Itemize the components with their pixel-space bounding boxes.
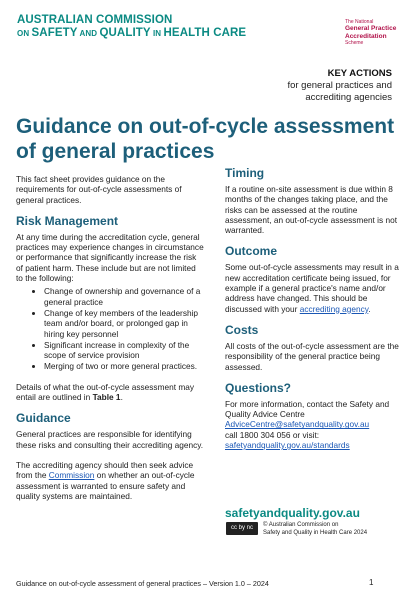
risk-management-text: At any time during the accreditation cycle, general practices may experience changes in circumstance or performance that significantly increase the risk of patient harm. These include but are not limited to the following: bbox=[16, 231, 204, 284]
footer-text: Guidance on out-of-cycle assessment of general practices – Version 1.0 – 2024 bbox=[16, 579, 269, 588]
right-column bbox=[225, 166, 400, 450]
email-link[interactable]: AdviceCentre@safetyandquality.gov.au bbox=[225, 419, 370, 430]
copyright-notice: © Australian Commission on Safety and Quality in Health Care 2024 bbox=[263, 522, 368, 536]
questions-heading: Questions? bbox=[225, 380, 292, 395]
page-number: 1 bbox=[369, 578, 374, 587]
guidance-heading: Guidance bbox=[16, 411, 71, 426]
left-column bbox=[16, 174, 204, 501]
commission-logo bbox=[17, 14, 246, 40]
logo-line1: AUSTRALIAN COMMISSION bbox=[17, 14, 173, 26]
logo-line2: ON SAFETY AND QUALITY IN HEALTH CARE bbox=[17, 27, 247, 39]
timing-text: If a routine on-site assessment is due within 8 months of the changes taking place, and the risks can be assessed at the routine assessment, an out-of-cycle assessment is not warranted. bbox=[225, 184, 398, 236]
key-actions-subtitle-1: for general practices and bbox=[287, 80, 392, 91]
standards-link[interactable]: safetyandquality.gov.au/standards bbox=[225, 440, 350, 451]
page-title: Guidance on out-of-cycle assessment of general practices bbox=[16, 115, 395, 163]
intro-text: This fact sheet provides guidance on the requirements for out-of-cycle assessments of general practices. bbox=[16, 174, 182, 205]
outcome-heading: Outcome bbox=[225, 244, 278, 259]
details-text: Details of what the out-of-cycle assessment may entail are outlined in Table 1. bbox=[16, 381, 194, 403]
list-item: • Change of ownership and governance of a general practice bbox=[44, 286, 204, 307]
outcome-text: Some out-of-cycle assessments may result in a new accreditation certificate being issued, for example if a general practice's name and/or address have changed. This should be discussed with your accrediting agency. bbox=[225, 262, 399, 314]
creative-commons-icon: cc by nc bbox=[226, 522, 258, 535]
gp-accreditation-logo: The National General Practice Accreditation Scheme bbox=[345, 19, 397, 46]
costs-text: All costs of the out-of-cycle assessment are the responsibility of the general practice being assessed. bbox=[225, 340, 399, 372]
email-link-line bbox=[225, 419, 400, 429]
key-actions bbox=[287, 68, 392, 104]
table-reference: Table 1 bbox=[92, 392, 121, 403]
commission-link[interactable]: Commission bbox=[48, 470, 95, 481]
risk-list bbox=[16, 286, 204, 371]
list-item: • Significant increase in complexity of the scope of service provision bbox=[44, 340, 204, 361]
guidance-text: General practices are responsible for identifying these risks and consulting their accrediting agency. bbox=[16, 429, 204, 450]
phone-text: call 1800 304 056 or visit: bbox=[225, 429, 320, 440]
accrediting-agency-link[interactable]: accrediting agency bbox=[299, 303, 369, 314]
site-name: safetyandquality.gov.au bbox=[225, 506, 360, 520]
list-item: • Change of key members of the leadership team and/or board, or prolonged gap in hiring key personnel bbox=[44, 308, 204, 339]
key-actions-subtitle-2: accrediting agencies bbox=[305, 92, 392, 103]
timing-heading: Timing bbox=[225, 166, 265, 180]
questions-text: For more information, contact the Safety and Quality Advice Centre bbox=[225, 398, 390, 420]
list-item: • Merging of two or more general practices. bbox=[44, 361, 204, 371]
agency-advice-text: The accrediting agency should then seek advice from the Commission on whether an out-of-cycle assessment is warranted to ensure safety and quality systems are maintained. bbox=[16, 459, 195, 501]
key-actions-title: KEY ACTIONS bbox=[327, 68, 392, 79]
costs-heading: Costs bbox=[225, 322, 259, 337]
risk-management-heading: Risk Management bbox=[16, 213, 119, 228]
standards-link-line bbox=[225, 440, 400, 450]
